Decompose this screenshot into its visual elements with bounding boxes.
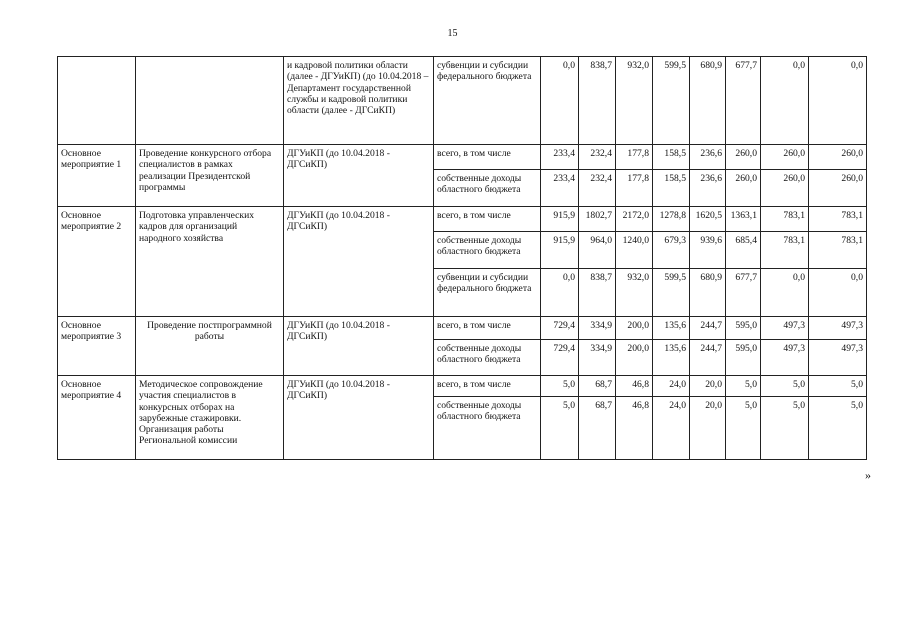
value-cell: 497,3: [761, 340, 809, 376]
value-cell: 783,1: [809, 207, 867, 232]
event-name-cell: Проведение конкурсного отбора специалистов в рамках реализации Президентской программы: [136, 145, 284, 207]
value-cell: 677,7: [726, 269, 761, 317]
value-cell: 5,0: [809, 376, 867, 397]
value-cell: 232,4: [579, 145, 616, 170]
value-cell: 838,7: [579, 269, 616, 317]
value-cell: 680,9: [690, 269, 726, 317]
source-cell: субвенции и субсидии федерального бюджета: [434, 269, 541, 317]
value-cell: 1363,1: [726, 207, 761, 232]
value-cell: 200,0: [616, 317, 653, 340]
page-number: 15: [447, 28, 458, 39]
value-cell: 783,1: [809, 232, 867, 269]
value-cell: 177,8: [616, 170, 653, 207]
value-cell: 46,8: [616, 397, 653, 460]
value-cell: 244,7: [690, 317, 726, 340]
value-cell: 932,0: [616, 57, 653, 145]
value-cell: 783,1: [761, 232, 809, 269]
closing-quote-mark: »: [865, 468, 871, 482]
source-cell: субвенции и субсидии федерального бюджета: [434, 57, 541, 145]
table-row: [58, 57, 867, 145]
event-name-cell: Подготовка управленческих кадров для организаций народного хозяйства: [136, 207, 284, 317]
value-cell: 838,7: [579, 57, 616, 145]
source-cell: всего, в том числе: [434, 317, 541, 340]
value-cell: 5,0: [541, 397, 579, 460]
source-cell: всего, в том числе: [434, 207, 541, 232]
value-cell: 236,6: [690, 145, 726, 170]
value-cell: 233,4: [541, 170, 579, 207]
event-name-cell: [136, 57, 284, 145]
value-cell: 1278,8: [653, 207, 690, 232]
value-cell: 599,5: [653, 269, 690, 317]
value-cell: 260,0: [809, 170, 867, 207]
event-cell: Основное мероприятие 4: [58, 376, 136, 460]
value-cell: 1240,0: [616, 232, 653, 269]
value-cell: 5,0: [541, 376, 579, 397]
value-cell: 729,4: [541, 340, 579, 376]
source-cell: всего, в том числе: [434, 376, 541, 397]
value-cell: 233,4: [541, 145, 579, 170]
value-cell: 964,0: [579, 232, 616, 269]
value-cell: 679,3: [653, 232, 690, 269]
value-cell: 599,5: [653, 57, 690, 145]
value-cell: 46,8: [616, 376, 653, 397]
value-cell: 236,6: [690, 170, 726, 207]
budget-table: [57, 56, 867, 460]
source-cell: всего, в том числе: [434, 145, 541, 170]
value-cell: 260,0: [761, 145, 809, 170]
event-cell: [58, 57, 136, 145]
value-cell: 1620,5: [690, 207, 726, 232]
value-cell: 334,9: [579, 340, 616, 376]
value-cell: 5,0: [761, 376, 809, 397]
value-cell: 200,0: [616, 340, 653, 376]
value-cell: 680,9: [690, 57, 726, 145]
value-cell: 68,7: [579, 397, 616, 460]
value-cell: 244,7: [690, 340, 726, 376]
executor-cell: и кадровой политики области (далее - ДГУиКП) (до 10.04.2018 – Департамент государственной службы и кадровой политики области (далее - ДГСиКП): [284, 57, 434, 145]
value-cell: 5,0: [761, 397, 809, 460]
value-cell: 915,9: [541, 207, 579, 232]
table-row: [58, 207, 867, 232]
event-name-cell: Проведение постпрограммной работы: [136, 317, 284, 376]
value-cell: 939,6: [690, 232, 726, 269]
value-cell: 2172,0: [616, 207, 653, 232]
value-cell: 20,0: [690, 376, 726, 397]
value-cell: 177,8: [616, 145, 653, 170]
value-cell: 334,9: [579, 317, 616, 340]
value-cell: 232,4: [579, 170, 616, 207]
event-cell: Основное мероприятие 2: [58, 207, 136, 317]
value-cell: 497,3: [761, 317, 809, 340]
value-cell: 783,1: [761, 207, 809, 232]
value-cell: 135,6: [653, 340, 690, 376]
value-cell: 260,0: [809, 145, 867, 170]
value-cell: 20,0: [690, 397, 726, 460]
value-cell: 260,0: [726, 170, 761, 207]
value-cell: 0,0: [761, 269, 809, 317]
value-cell: 5,0: [809, 397, 867, 460]
value-cell: 260,0: [726, 145, 761, 170]
event-cell: Основное мероприятие 3: [58, 317, 136, 376]
value-cell: 24,0: [653, 397, 690, 460]
table-row: [58, 145, 867, 170]
value-cell: 932,0: [616, 269, 653, 317]
value-cell: 729,4: [541, 317, 579, 340]
value-cell: 24,0: [653, 376, 690, 397]
source-cell: собственные доходы областного бюджета: [434, 170, 541, 207]
value-cell: 0,0: [541, 57, 579, 145]
executor-cell: ДГУиКП (до 10.04.2018 - ДГСиКП): [284, 376, 434, 460]
value-cell: 497,3: [809, 317, 867, 340]
value-cell: 260,0: [761, 170, 809, 207]
value-cell: 135,6: [653, 317, 690, 340]
value-cell: 158,5: [653, 145, 690, 170]
value-cell: 677,7: [726, 57, 761, 145]
source-cell: собственные доходы областного бюджета: [434, 232, 541, 269]
value-cell: 0,0: [809, 269, 867, 317]
value-cell: 0,0: [809, 57, 867, 145]
value-cell: 497,3: [809, 340, 867, 376]
table-row: [58, 317, 867, 340]
value-cell: 0,0: [541, 269, 579, 317]
value-cell: 595,0: [726, 340, 761, 376]
source-cell: собственные доходы областного бюджета: [434, 397, 541, 460]
value-cell: 915,9: [541, 232, 579, 269]
value-cell: 158,5: [653, 170, 690, 207]
value-cell: 685,4: [726, 232, 761, 269]
value-cell: 5,0: [726, 397, 761, 460]
value-cell: 1802,7: [579, 207, 616, 232]
executor-cell: ДГУиКП (до 10.04.2018 - ДГСиКП): [284, 317, 434, 376]
value-cell: 68,7: [579, 376, 616, 397]
source-cell: собственные доходы областного бюджета: [434, 340, 541, 376]
value-cell: 0,0: [761, 57, 809, 145]
event-cell: Основное мероприятие 1: [58, 145, 136, 207]
value-cell: 5,0: [726, 376, 761, 397]
executor-cell: ДГУиКП (до 10.04.2018 - ДГСиКП): [284, 145, 434, 207]
table-row: [58, 376, 867, 397]
event-name-cell: Методическое сопровождение участия специалистов в конкурсных отборах на зарубежные стажировки. Организация работы Региональной комиссии: [136, 376, 284, 460]
executor-cell: ДГУиКП (до 10.04.2018 - ДГСиКП): [284, 207, 434, 317]
value-cell: 595,0: [726, 317, 761, 340]
